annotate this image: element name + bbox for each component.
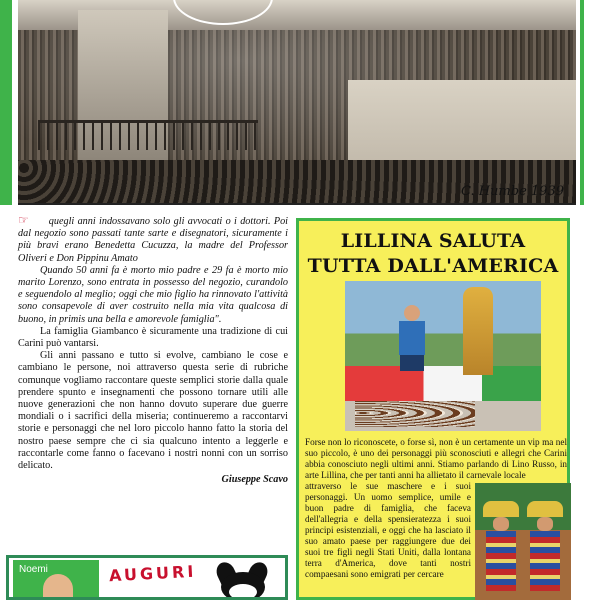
article-author: Giuseppe Scavo [221,474,288,486]
feature-body-rest: attraverso le sue maschere e i suoi personaggi. Un uomo semplice, umile e buon padre di famiglia, che faceva dell'allegria e della spensieratezza i suoi principi esistenziali, e oggi che ha lasciato il suo amato paese per raggiungere due dei suoi tre figli negli Stati Uniti, dalla lontana terra d'America, dove tanti nostri compaesani sono emigrati per cercare [305,481,471,579]
feature-title-line-1: LILLINA SALUTA [340,230,526,252]
article-paragraph-3: La famiglia Giambanco è sicuramente una tradizione di cui Carini può vantarsi. [18,325,288,350]
tricolor-wall [345,366,541,401]
article-column [18,214,288,554]
avatar [43,574,73,600]
carnival-figure [483,501,519,593]
man-shirt [399,321,425,355]
photo-railing [38,120,258,150]
carnival-face [537,517,553,531]
feature-photo [345,281,541,431]
auguri-word: AUGURI [108,561,197,586]
pointing-hand-icon: ☞ [18,213,29,227]
auguri-strip [6,555,288,600]
feature-title [299,229,567,279]
carnival-hat [527,501,563,517]
feature-body-top: Forse non lo riconoscete, o forse sì, non è un certamente un vip ma nel suo piccolo, è uno dei personaggi più sconosciuti e allegri che Carini abbia conosciuto negli ultimi anni. Stiamo parlando di Lino Russo, in arte Lillina, che per tanti anni ha allietato il carnevale locale [305,437,567,480]
article-paragraph-1: ☞ quegli anni indossavano solo gli avvocati o i dottori. Poi dal negozio sono passati tante sarte e disegnatori, sicuramente i più bravi erano Benedetta Cucuzza, la madre del Professor Oliveri e Don Pippinu Amato [18,213,288,264]
man-figure [397,305,427,395]
photo-signature: C. Humbe 1939 [460,184,564,199]
statue [463,287,493,375]
carnival-face [493,517,509,531]
man-head [404,305,420,321]
right-green-rail [580,0,600,205]
cartoon-character-icon [209,560,279,600]
feature-title-line-2: TUTTA DALL'AMERICA [307,255,559,277]
name-label: Noemi [19,564,48,575]
carnival-costume [530,531,560,591]
feature-box [296,218,570,600]
carnival-costume [486,531,516,591]
historic-photo [18,0,576,205]
left-green-rail [0,0,12,205]
carnival-figure [527,501,563,593]
dogs [355,401,475,427]
name-box [13,560,99,600]
man-shorts [400,355,424,371]
article-paragraph-4: Gli anni passano e tutto si evolve, cambiano le cose e cambiano le persone, noi attraverso questa serie di rubriche comunque vogliamo raccontare queste semplici storie dalla quale prendere spunto e insegnamenti che possono tornare utili alle nuove generazioni che non hanno dovuto superare due guerre mondiali o i sacrifici della miseria; continueremo a raccontarvi storie e personaggi che nel loro piccolo hanno fatto la storia del nostro paese sempre che ci sia qualcuno intento a leggerle e raccontarle come fanno o facevano i nostri nonni con un sorriso delicato. [18,350,288,472]
cartoon-muzzle [229,584,257,600]
article-paragraph-2: Quando 50 anni fa è morto mio padre e 29 fa è morto mio marito Lorenzo, sono entrata in possesso del negozio, curandolo e seguendolo al meglio; oggi che mio figlio ha rinnovato l'attività sono consapevole di aver costruito nella mia vita qualcosa di buono, in primis una bella e amorevole famiglia". [18,264,288,325]
carnival-hat [483,501,519,517]
carnival-photo [475,483,571,600]
